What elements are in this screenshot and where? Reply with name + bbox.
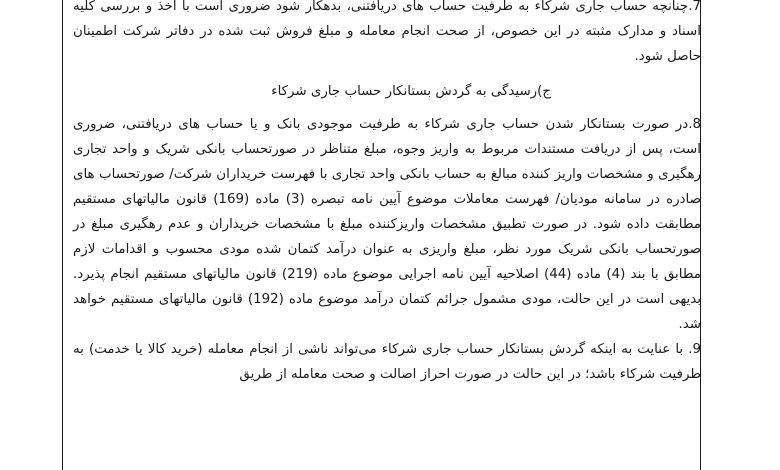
section-heading: ج)رسیدگی به گردش بستانکار حساب جاری شرکاء — [271, 84, 551, 99]
document-body — [73, 0, 701, 387]
paragraph-7: 7.چنانچه حساب جاری شرکاء به طرفیت حساب های دریافتنی، بدهکار شود ضروری است با أخذ و بررسی کلیه اسناد و مدارک مثبته در این خصوص، از صحت انجام معامله و مبلغ فروش ثبت شده در دفاتر شرکت اطمینان حاصل شود. — [73, 0, 701, 64]
paragraph-8: 8.در صورت بستانکار شدن حساب جاری شرکاء به طرفیت موجودی بانک و یا حساب های دریافتنی، ضروری است، پس از دریافت مستندات مربوط به واریز وجوه، مبلغ متناظر در صورتحساب بانکی شریک و واحد تجاری رهگیری و مشخصات واریز کننده مبالغ به حساب بانکی واحد تجاری با فهرست خریداران شرکت/ صورتحساب های صادره در سامانه مودیان/ فهرست معاملات موضوع آیین نامه تبصره (3) ماده (169) قانون مالیاتهای مستقیم مطابقت داده شود. در صورت تطبیق مشخصات واریزکننده مبلغ با مشخصات خریداران و عدم رهگیری مبلغ در صورتحساب بانکی شریک مورد نظر، مبلغ واریزی به عنوان درآمد کتمان شده مودی محسوب و اقدامات لازم مطابق با بند (4) ماده (44) اصلاحیه آیین نامه اجرایی موضوع ماده (219) قانون مالیاتهای مستقیم انجام پذیرد. بدیهی است در این حالت، مودی مشمول جرائم کتمان درآمد موضوع ماده (192) قانون مالیاتهای مستقیم خواهد شد. — [73, 117, 702, 332]
page-border-left — [62, 0, 63, 470]
paragraph-9: 9. با عنایت به اینکه گردش بستانکار حساب جاری شرکاء می‌تواند ناشی از انجام معامله (خرید کالا یا خدمت) به طرفیت شرکاء باشد؛ در این حالت در صورت احراز اصالت و صحت معامله از طریق — [73, 342, 701, 382]
